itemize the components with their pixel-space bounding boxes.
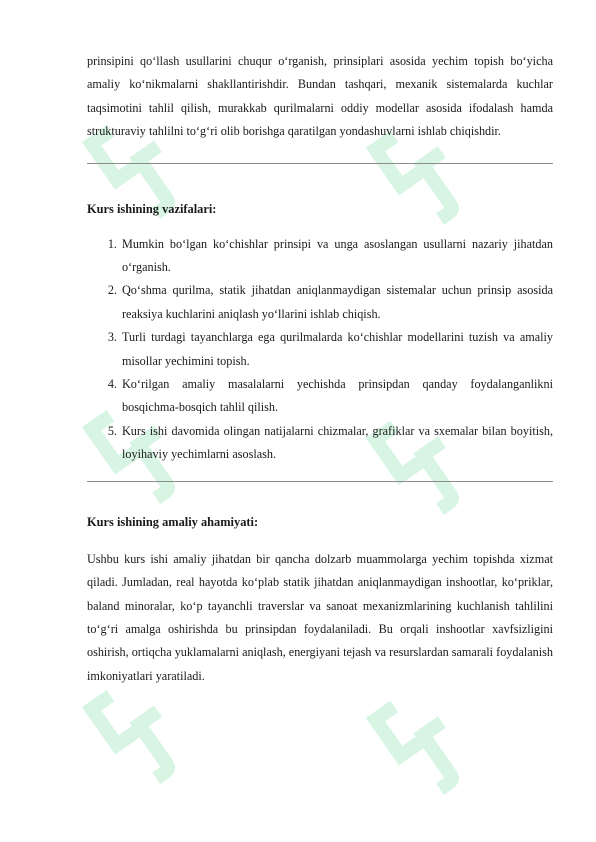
list-item: 2. Qo‘shma qurilma, statik jihatdan aniqlanmaydigan sistemalar uchun prinsip asosida reaksiya kuchlarini aniqlash yo‘llarini ishlab chiqish. (120, 279, 553, 326)
list-item: 3. Turli turdagi tayanchlarga ega qurilmalarda ko‘chishlar modellarini tuzish va amaliy misollar yechimini topish. (120, 326, 553, 373)
tasks-heading: Kurs ishining vazifalari: (87, 201, 217, 216)
section-divider (87, 163, 553, 164)
document-body (87, 50, 553, 688)
intro-paragraph: prinsipini qo‘llash usullarini chuqur o‘rganish, prinsiplari asosida yechim topish bo‘yicha amaliy ko‘nikmalarni shakllantirishdir. Bundan tashqari, mexanik sistemalarda kuchlar taqsimotini tahlil qilish, murakkab qurilmalarni oddiy modellar asosida ifodalash hamda strukturaviy tahlilni to‘g‘ri olib borishga qaratilgan yondashuvlarni ishlab chiqishdir. (87, 54, 553, 139)
list-item: 1. Mumkin bo‘lgan ko‘chishlar prinsipi va unga asoslangan usullarni nazariy jihatdan o‘rganish. (120, 233, 553, 280)
list-item: 5. Kurs ishi davomida olingan natijalarni chizmalar, grafiklar va sxemalar bilan boyitish, loyihaviy yechimlarni asoslash. (120, 420, 553, 467)
practical-heading: Kurs ishining amaliy ahamiyati: (87, 514, 259, 529)
list-item: 4. Ko‘rilgan amaliy masalalarni yechishda prinsipdan qanday foydalanganlikni bosqichma-bosqich tahlil qilish. (120, 373, 553, 420)
practical-paragraph: Ushbu kurs ishi amaliy jihatdan bir qancha dolzarb muammolarga yechim topishda xizmat qiladi. Jumladan, real hayotda ko‘plab statik jihatdan aniqlanmaydigan inshootlar, ko‘priklar, baland minoralar, ko‘p tayanchli traverslar va sanoat mexanizmlarining kuchlanish tahlilini to‘g‘ri amalga oshirishda bu prinsipdan foydalaniladi. Bu orqali inshootlar xavfsizligini oshirish, ortiqcha yuklamalarni aniqlash, energiyani tejash va resurslardan samarali foydalanish imkoniyatlari yaratiladi. (87, 551, 553, 683)
tasks-list (87, 233, 553, 467)
section-divider (87, 481, 553, 482)
